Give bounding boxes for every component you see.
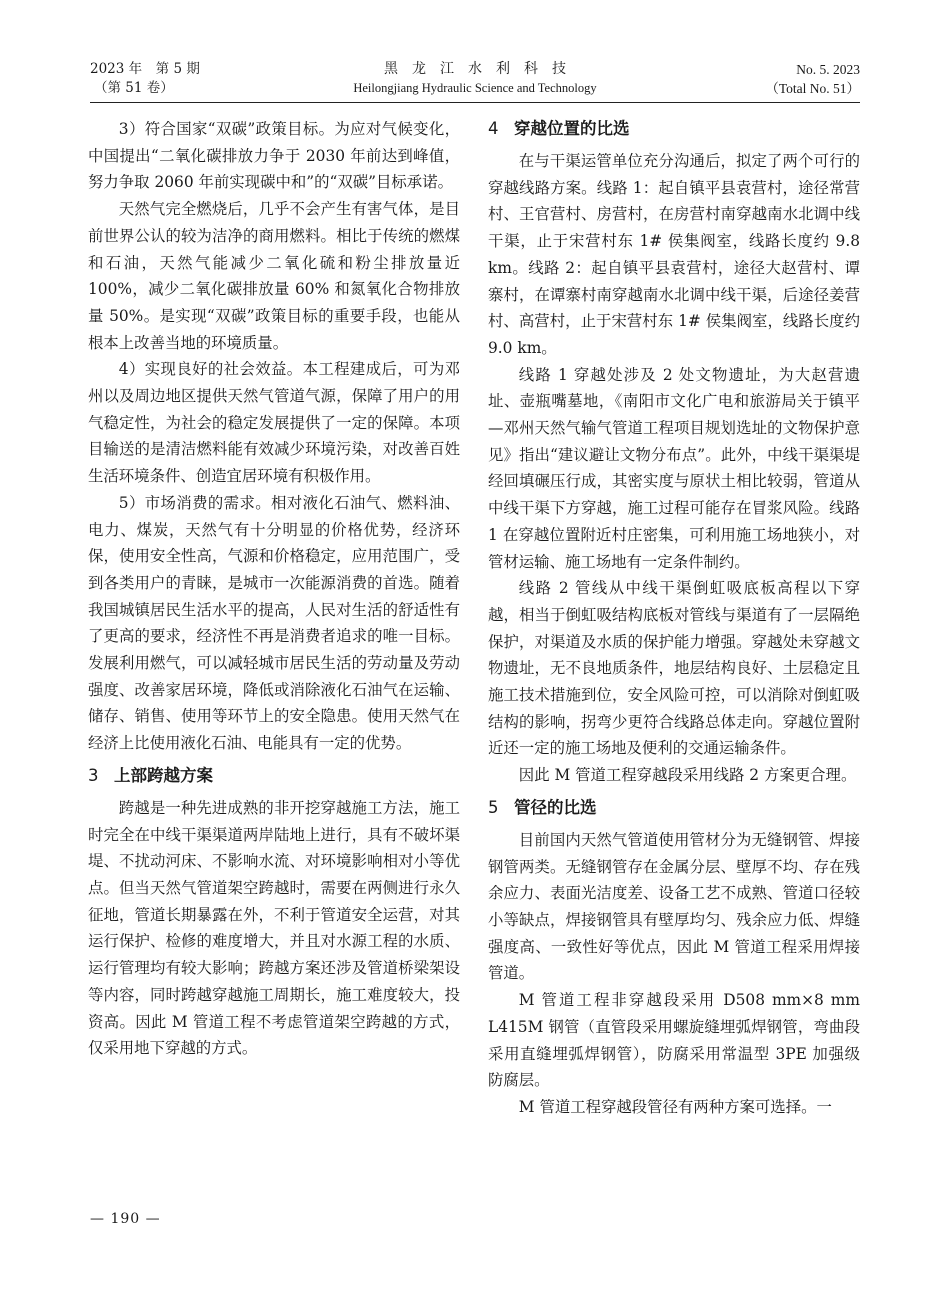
paragraph: 4）实现良好的社会效益。本工程建成后，可为邓州以及周边地区提供天然气管道气源，保障了用户的用气稳定性，为社会的稳定发展提供了一定的保障。本项目输送的是清洁燃料能有效减少环境污染，对改善百姓生活环境条件、创造宜居环境有积极作用。 — [88, 360, 460, 486]
paragraph: 天然气完全燃烧后，几乎不会产生有害气体，是目前世界公认的较为洁净的商用燃料。相比于传统的燃煤和石油，天然气能减少二氧化硫和粉尘排放量近 100%，减少二氧化碳排放量 60% 和氮氧化合物排放量 50%。是实现“双碳”政策目标的重要手段，也能从根本上改善当地的环境质量。 — [88, 200, 460, 352]
section-number: 4 — [488, 119, 499, 138]
paragraph: 跨越是一种先进成熟的非开挖穿越施工方法，施工时完全在中线干渠渠道两岸陆地上进行，具有不破坏渠堤、不扰动河床、不影响水流、对环境影响相对小等优点。但当天然气管道架空跨越时，需要在两侧进行永久征地，管道长期暴露在外，不利于管道安全运营，对其运行保护、检修的难度增大，并且对水源工程的水质、运行管理均有较大影响；跨越方案还涉及管道桥梁架设等内容，同时跨越穿越施工周期长，施工难度较大，投资高。因此 M 管道工程不考虑管道架空跨越的方式，仅采用地下穿越的方式。 — [88, 798, 460, 1058]
paragraph: 3）符合国家“双碳”政策目标。为应对气候变化，中国提出“二氧化碳排放力争于 2030 年前达到峰值，努力争取 2060 年前实现碳中和”的“双碳”目标承诺。 — [88, 120, 460, 192]
header-journal — [90, 60, 860, 98]
page-header — [90, 60, 860, 100]
paragraph: 线路 1 穿越处涉及 2 处文物遗址，为大赵营遗址、壶瓶嘴墓地，《南阳市文化广电和旅游局关于镇平—邓州天然气输气管道工程项目规划选址的文物保护意见》指出“建议避让文物分布点”。此外，中线干渠渠堤经回填碾压行成，其密实度与原状土相比较弱，管道从中线干渠下方穿越，施工过程可能存在冒浆风险。线路 1 在穿越位置附近村庄密集，可利用施工场地狭小，对管材运输、施工场地有一定条件制约。 — [488, 365, 860, 571]
header-issue-no: No. 5. 2023 — [796, 62, 860, 77]
section-heading-5 — [488, 795, 860, 821]
left-column — [88, 116, 460, 1062]
section-title: 上部跨越方案 — [114, 765, 213, 785]
right-column — [488, 116, 860, 1121]
paragraph: 目前国内天然气管道使用管材分为无缝钢管、焊接钢管两类。无缝钢管存在金属分层、壁厚不均、存在残余应力、表面光洁度差、设备工艺不成熟、管道口径较小等缺点，焊接钢管具有壁厚均匀、残余应力低、焊缝强度高、一致性好等优点，因此 M 管道工程采用焊接管道。 — [488, 830, 860, 983]
paragraph: 因此 M 管道工程穿越段采用线路 2 方案更合理。 — [518, 766, 857, 785]
header-volume: （第 51 卷） — [94, 80, 174, 96]
paragraph: 在与干渠运管单位充分沟通后，拟定了两个可行的穿越线路方案。线路 1：起自镇平县袁营村，途径常营村、王官营村、房营村，在房营村南穿越南水北调中线干渠，止于宋营村东 1# 侯集阀室，线路长度约 9.8 km。线路 2：起自镇平县袁营村，途径大赵营村、谭寨村，在谭寨村南穿越南水北调中线干渠，后途径姜营村、高营村，止于宋营村东 1# 侯集阀室，线路长度约 9.0 km。 — [488, 152, 860, 357]
paragraph: M 管道工程穿越段管径有两种方案可选择。一 — [518, 1097, 832, 1116]
section-title: 穿越位置的比选 — [514, 119, 630, 138]
paragraph: 线路 2 管线从中线干渠倒虹吸底板高程以下穿越，相当于倒虹吸结构底板对管线与渠道有了一层隔绝保护，对渠道及水质的保护能力增强。穿越处未穿越文物遗址，无不良地质条件，地层结构良好、土层稳定且施工技术措施到位，安全风险可控，可以消除对倒虹吸结构的影响，拐弯少更符合线路总体走向。穿越位置附近还一定的施工场地及便利的交通运输条件。 — [488, 579, 860, 758]
header-number-info — [765, 60, 860, 98]
journal-title-en: Heilongjiang Hydraulic Science and Technology — [353, 81, 597, 95]
paragraph: M 管道工程非穿越段采用 D508 mm×8 mm L415M 钢管（直管段采用螺旋缝埋弧焊钢管，弯曲段采用直缝埋弧焊钢管），防腐采用常温型 3PE 加强级防腐层。 — [488, 991, 860, 1090]
section-number: 5 — [488, 797, 499, 817]
paragraph: 5）市场消费的需求。相对液化石油气、燃料油、电力、煤炭，天然气有十分明显的价格优势，经济环保，使用安全性高，气源和价格稳定，应用范围广，受到各类用户的青睐，是城市一次能源消费的首选。随着我国城镇居民生活水平的提高，人民对生活的舒适性有了更高的要求，经济性不再是消费者追求的唯一目标。发展利用燃气，可以减轻城市居民生活的劳动量及劳动强度、改善家居环境，降低或消除液化石油气在运输、储存、销售、使用等环节上的安全隐患。使用天然气在经济上比使用液化石油、电能具有一定的优势。 — [88, 493, 460, 753]
header-divider — [90, 102, 860, 103]
page-number: — 190 — — [90, 1211, 161, 1227]
section-heading-4 — [488, 116, 860, 142]
header-year-issue: 2023 年 第 5 期 — [90, 61, 200, 77]
header-total-no: （Total No. 51） — [765, 81, 860, 96]
section-title: 管径的比选 — [514, 797, 597, 817]
journal-title-cn: 黑龙江水利科技 — [384, 61, 580, 77]
section-number: 3 — [88, 765, 99, 785]
section-heading-3 — [88, 763, 460, 789]
